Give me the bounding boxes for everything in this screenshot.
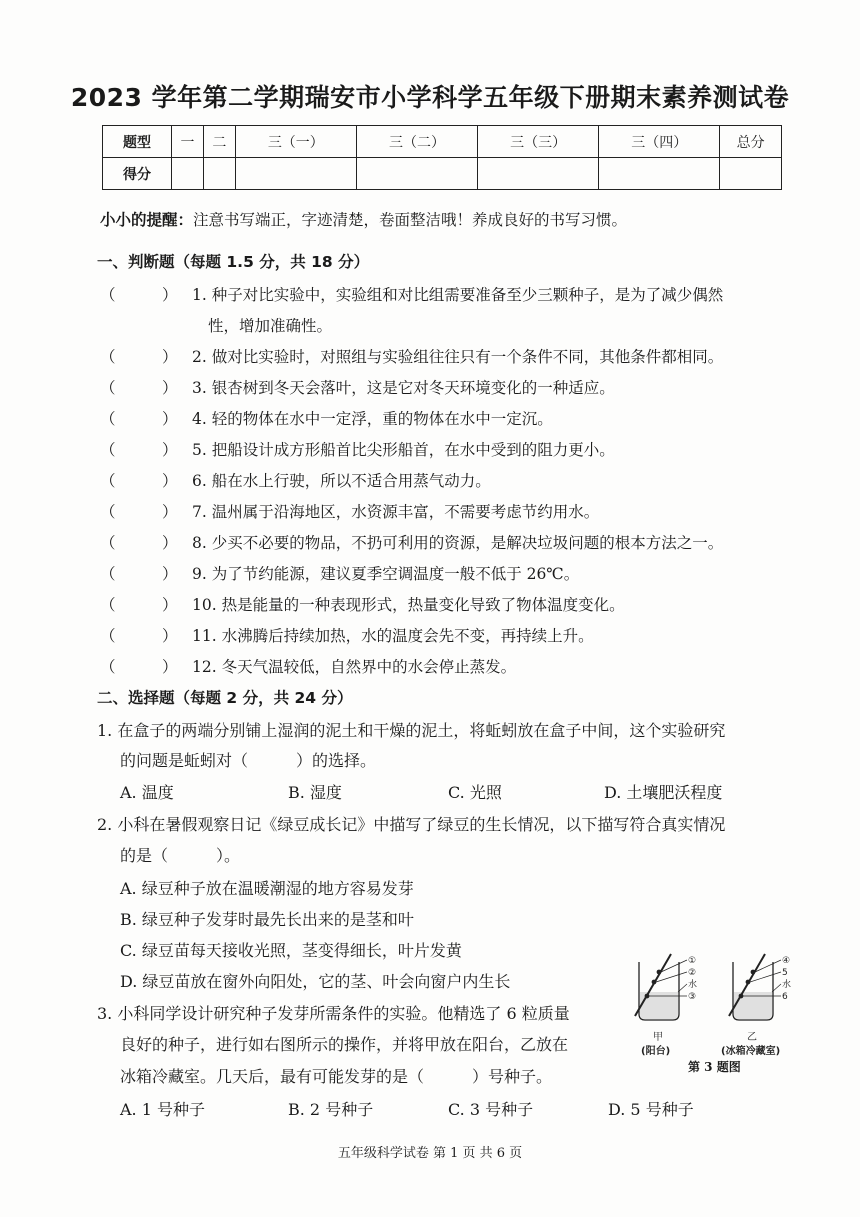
section1-heading: 一、判断题（每题 1.5 分，共 18 分） [97,253,370,271]
judge-item-text: 2. 做对比实验时，对照组与实验组往往只有一个条件不同，其他条件都相同。 [192,348,724,366]
judge-item-text: 10. 热是能量的一种表现形式，热量变化导致了物体温度变化。 [192,596,625,614]
answer-blank[interactable]: （ ） [100,658,178,676]
judge-item [100,655,516,677]
score-cell: 题型 [103,126,172,158]
judge-item [100,562,579,584]
score-cell: 三（四） [599,126,720,158]
beaker-yi-icon [729,954,781,1020]
section2-heading: 二、选择题（每题 2 分，共 24 分） [97,689,353,707]
question-3-line1: 3. 小科同学设计研究种子发芽所需条件的实验。他精选了 6 粒质量 [97,1004,570,1023]
question-2-line2: 的是（ ）。 [120,846,241,865]
judge-item-text: 3. 银杏树到冬天会落叶，这是它对冬天环境变化的一种适应。 [192,379,615,397]
answer-blank[interactable]: （ ） [100,348,178,366]
judge-item [100,283,723,305]
option-d[interactable]: D. 5 号种子 [608,1100,694,1119]
score-blank-cell[interactable] [478,158,599,190]
option-a[interactable]: A. 1 号种子 [120,1100,205,1119]
answer-blank[interactable]: （ ） [100,503,178,521]
score-blank-cell[interactable] [720,158,782,190]
score-blank-cell[interactable] [235,158,356,190]
figure-name-yi: 乙 [747,1032,757,1043]
answer-blank[interactable]: （ ） [100,286,178,304]
answer-blank[interactable]: （ ） [100,596,178,614]
score-blank-cell[interactable] [599,158,720,190]
question-1-line2: 的问题是蚯蚓对（ ）的选择。 [120,751,377,770]
option-d[interactable]: D. 土壤肥沃程度 [604,783,723,802]
judge-item [100,345,723,367]
page-footer: 五年级科学试卷 第 1 页 共 6 页 [337,1146,523,1161]
question-1-line1: 1. 在盒子的两端分别铺上湿润的泥土和干燥的泥土，将蚯蚓放在盒子中间，这个实验研究 [97,721,726,740]
judge-item-text: 8. 少买不必要的物品，不扔可利用的资源，是解决垃圾问题的根本方法之一。 [192,534,724,552]
judge-item [100,438,615,460]
beaker-jia-icon [635,954,687,1020]
judge-item [100,376,615,398]
answer-blank[interactable]: （ ） [100,627,178,645]
figure-label: ③ [688,992,697,1002]
figure-label: 6 [782,992,788,1002]
score-cell: 二 [203,126,235,158]
option-b[interactable]: B. 湿度 [288,783,342,802]
score-row-label: 得分 [103,158,172,190]
judge-item-text: 12. 冬天气温较低，自然界中的水会停止蒸发。 [192,658,517,676]
question-2-line1: 2. 小科在暑假观察日记《绿豆成长记》中描写了绿豆的生长情况，以下描写符合真实情况 [97,815,726,834]
option-d[interactable]: D. 绿豆苗放在窗外向阳处，它的茎、叶会向窗户内生长 [120,972,511,991]
reminder-label: 小小的提醒： [100,211,194,229]
reminder [100,208,627,230]
option-b[interactable]: B. 绿豆种子发芽时最先长出来的是茎和叶 [120,910,414,929]
answer-blank[interactable]: （ ） [100,534,178,552]
score-cell: 总分 [720,126,782,158]
judge-item-text: 5. 把船设计成方形船首比尖形船首，在水中受到的阻力更小。 [192,441,615,459]
figure-label: ① [688,956,697,966]
reminder-text: 注意书写端正，字迹清楚，卷面整洁哦！养成良好的书写习惯。 [193,211,628,229]
option-c[interactable]: C. 绿豆苗每天接收光照，茎变得细长，叶片发黄 [120,941,462,960]
judge-item [100,624,594,646]
figure-place-yi: (冰箱冷藏室) [721,1046,781,1057]
judge-item [100,593,625,615]
score-cell: 三（三） [478,126,599,158]
figure-label: 水 [688,980,698,990]
judge-item [100,407,553,429]
judge-item-text: 4. 轻的物体在水中一定浮，重的物体在水中一定沉。 [192,410,553,428]
figure-place-jia: (阳台) [641,1046,671,1057]
answer-blank[interactable]: （ ） [100,472,178,490]
option-b[interactable]: B. 2 号种子 [288,1100,374,1119]
judge-item-text: 6. 船在水上行驶，所以不适合用蒸气动力。 [192,472,491,490]
score-cell: 一 [172,126,204,158]
score-blank-cell[interactable] [356,158,477,190]
judge-item-text: 7. 温州属于沿海地区，水资源丰富，不需要考虑节约用水。 [192,503,600,521]
option-a[interactable]: A. 温度 [120,783,174,802]
score-blank-cell[interactable] [203,158,235,190]
answer-blank[interactable]: （ ） [100,441,178,459]
answer-blank[interactable]: （ ） [100,410,178,428]
question-3-line2: 良好的种子，进行如右图所示的操作，并将甲放在阳台，乙放在 [120,1035,569,1054]
judge-item-text: 1. 种子对比实验中，实验组和对比组需要准备至少三颗种子，是为了减少偶然 [192,286,724,304]
judge-item-text: 9. 为了节约能源，建议夏季空调温度一般不低于 26℃。 [192,565,580,583]
figure-caption: 第 3 题图 [688,1060,741,1074]
score-cell: 三（一） [235,126,356,158]
score-table-score-row [103,158,782,190]
question-3-line3: 冰箱冷藏室。几天后，最有可能发芽的是（ ）号种子。 [120,1067,553,1086]
judge-item [100,531,723,553]
judge-item [100,500,599,522]
score-cell: 三（二） [356,126,477,158]
score-blank-cell[interactable] [172,158,204,190]
judge-item [100,469,491,491]
exam-title: 2023 学年第二学期瑞安市小学科学五年级下册期末素养测试卷 [70,83,790,112]
answer-blank[interactable]: （ ） [100,379,178,397]
option-a[interactable]: A. 绿豆种子放在温暖潮湿的地方容易发芽 [120,879,414,898]
judge-item-text: 11. 水沸腾后持续加热，水的温度会先不变，再持续上升。 [192,627,594,645]
score-table [102,125,782,190]
figure-name-jia: 甲 [653,1032,663,1043]
option-c[interactable]: C. 3 号种子 [448,1100,534,1119]
figure-label: 水 [782,980,792,990]
score-table-header-row [103,126,782,158]
option-c[interactable]: C. 光照 [448,783,502,802]
figure-label: ② [688,968,697,978]
figure-label: 5 [782,968,788,978]
figure-label: ④ [782,956,791,966]
answer-blank[interactable]: （ ） [100,565,178,583]
judge-item-continuation: 性，增加准确性。 [208,317,333,335]
